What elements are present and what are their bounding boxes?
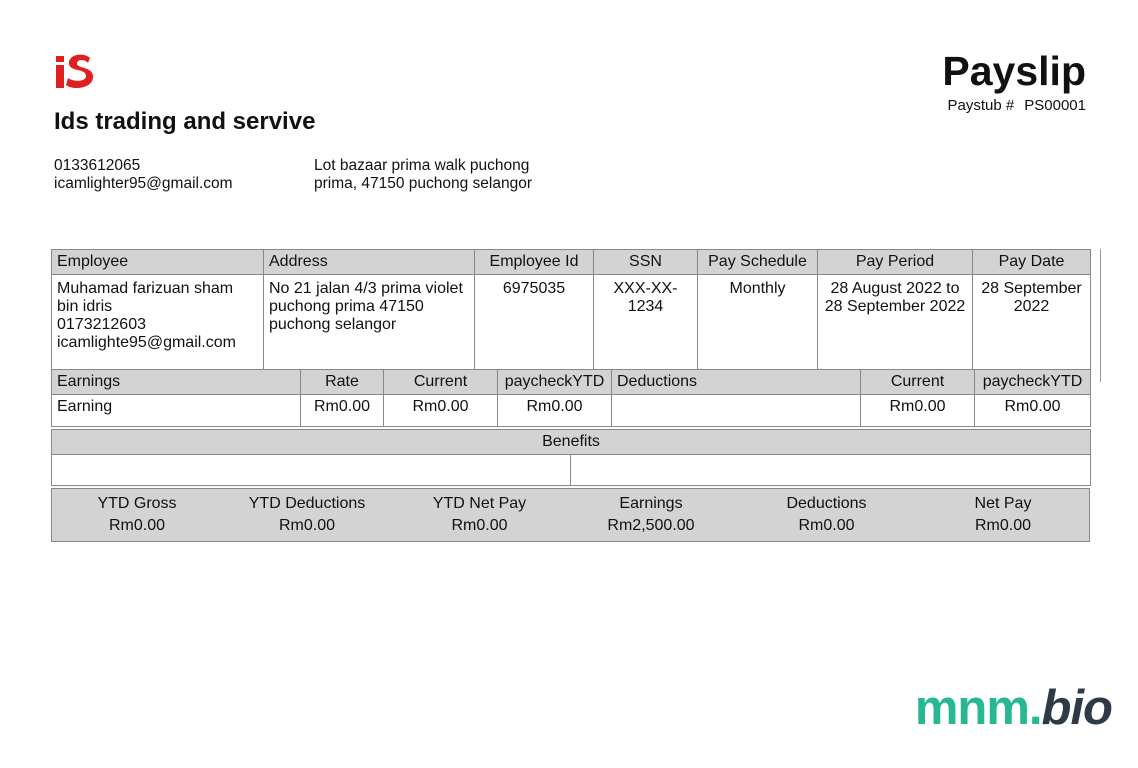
company-logo xyxy=(54,48,94,90)
summary-value: Rm0.00 xyxy=(278,517,336,534)
pay-period: 28 August 2022 to 28 September 2022 xyxy=(818,275,973,377)
summary-value: Rm0.00 xyxy=(451,517,508,534)
employee-table-header xyxy=(52,250,1091,275)
summary-label: YTD Deductions xyxy=(248,495,366,512)
summary-ytd-gross xyxy=(82,493,192,537)
employee-phone: 0173212603 xyxy=(57,316,146,333)
benefits-table xyxy=(51,429,1091,486)
earning-rate: Rm0.00 xyxy=(301,395,384,427)
header-pay-schedule: Pay Schedule xyxy=(698,250,818,275)
employee-ssn: XXX-XX-1234 xyxy=(594,275,698,377)
earning-ytd: Rm0.00 xyxy=(498,395,612,427)
company-contact xyxy=(54,157,233,193)
watermark-part1: mnm. xyxy=(914,681,1042,735)
header-earnings: Earnings xyxy=(52,370,301,395)
company-address-line2: prima, 47150 puchong selangor xyxy=(314,175,533,192)
paystub-value: PS00001 xyxy=(1024,97,1086,114)
header-pay-date: Pay Date xyxy=(973,250,1091,275)
summary-label: Earnings xyxy=(619,495,683,512)
earning-name: Earning xyxy=(52,395,301,427)
pay-date: 28 September 2022 xyxy=(973,275,1091,377)
summary-value: Rm0.00 xyxy=(798,517,855,534)
summary-value: Rm2,500.00 xyxy=(607,517,695,534)
header-paycheck-ytd: paycheckYTD xyxy=(498,370,612,395)
summary-band xyxy=(51,488,1090,542)
header-employee-id: Employee Id xyxy=(475,250,594,275)
company-address xyxy=(314,157,574,193)
deduction-ytd: Rm0.00 xyxy=(975,395,1091,427)
employee-cell xyxy=(52,275,264,377)
divider-line xyxy=(1100,249,1101,382)
summary-label: Net Pay xyxy=(974,495,1032,512)
summary-deductions xyxy=(774,493,879,537)
benefits-header-row xyxy=(52,430,1091,455)
header-employee: Employee xyxy=(52,250,264,275)
employee-name: Muhamad farizuan sham bin idris xyxy=(57,280,234,315)
benefits-row xyxy=(52,455,1091,486)
document-title: Payslip xyxy=(942,48,1086,94)
employee-table xyxy=(51,249,1091,377)
paystub-number xyxy=(948,97,1086,114)
summary-net-pay xyxy=(958,493,1048,537)
summary-label: Deductions xyxy=(786,495,867,512)
employee-row xyxy=(52,275,1091,377)
header-address: Address xyxy=(264,250,475,275)
header-deductions-current: Current xyxy=(861,370,975,395)
benefits-cell-right xyxy=(571,455,1091,486)
summary-earnings xyxy=(592,493,710,537)
earnings-row xyxy=(52,395,1091,427)
paystub-label: Paystub # xyxy=(947,97,1015,114)
summary-ytd-net-pay xyxy=(422,493,537,537)
header-deductions-ytd: paycheckYTD xyxy=(975,370,1091,395)
benefits-cell-left xyxy=(52,455,571,486)
earnings-table xyxy=(51,369,1091,427)
company-name: Ids trading and servive xyxy=(54,108,316,135)
header-ssn: SSN xyxy=(594,250,698,275)
earnings-table-header xyxy=(52,370,1091,395)
header-current: Current xyxy=(384,370,498,395)
summary-label: YTD Net Pay xyxy=(432,495,527,512)
employee-email: icamlighte95@gmail.com xyxy=(57,334,236,351)
watermark-logo xyxy=(915,680,1112,736)
pay-schedule: Monthly xyxy=(698,275,818,377)
header-deductions: Deductions xyxy=(612,370,861,395)
watermark-part2: bio xyxy=(1041,681,1112,735)
company-email: icamlighter95@gmail.com xyxy=(54,175,233,192)
summary-value: Rm0.00 xyxy=(108,517,166,534)
summary-label: YTD Gross xyxy=(97,495,177,512)
employee-address: No 21 jalan 4/3 prima violet puchong prima 47150 puchong selangor xyxy=(264,275,475,377)
company-address-line1: Lot bazaar prima walk puchong xyxy=(314,157,530,174)
summary-value: Rm0.00 xyxy=(974,517,1032,534)
summary-ytd-deductions xyxy=(242,493,372,537)
earning-current: Rm0.00 xyxy=(384,395,498,427)
header-rate: Rate xyxy=(301,370,384,395)
company-phone: 0133612065 xyxy=(54,157,141,174)
benefits-header: Benefits xyxy=(52,430,1091,455)
deduction-current: Rm0.00 xyxy=(861,395,975,427)
employee-id: 6975035 xyxy=(475,275,594,377)
header-pay-period: Pay Period xyxy=(818,250,973,275)
deduction-name xyxy=(612,395,861,427)
